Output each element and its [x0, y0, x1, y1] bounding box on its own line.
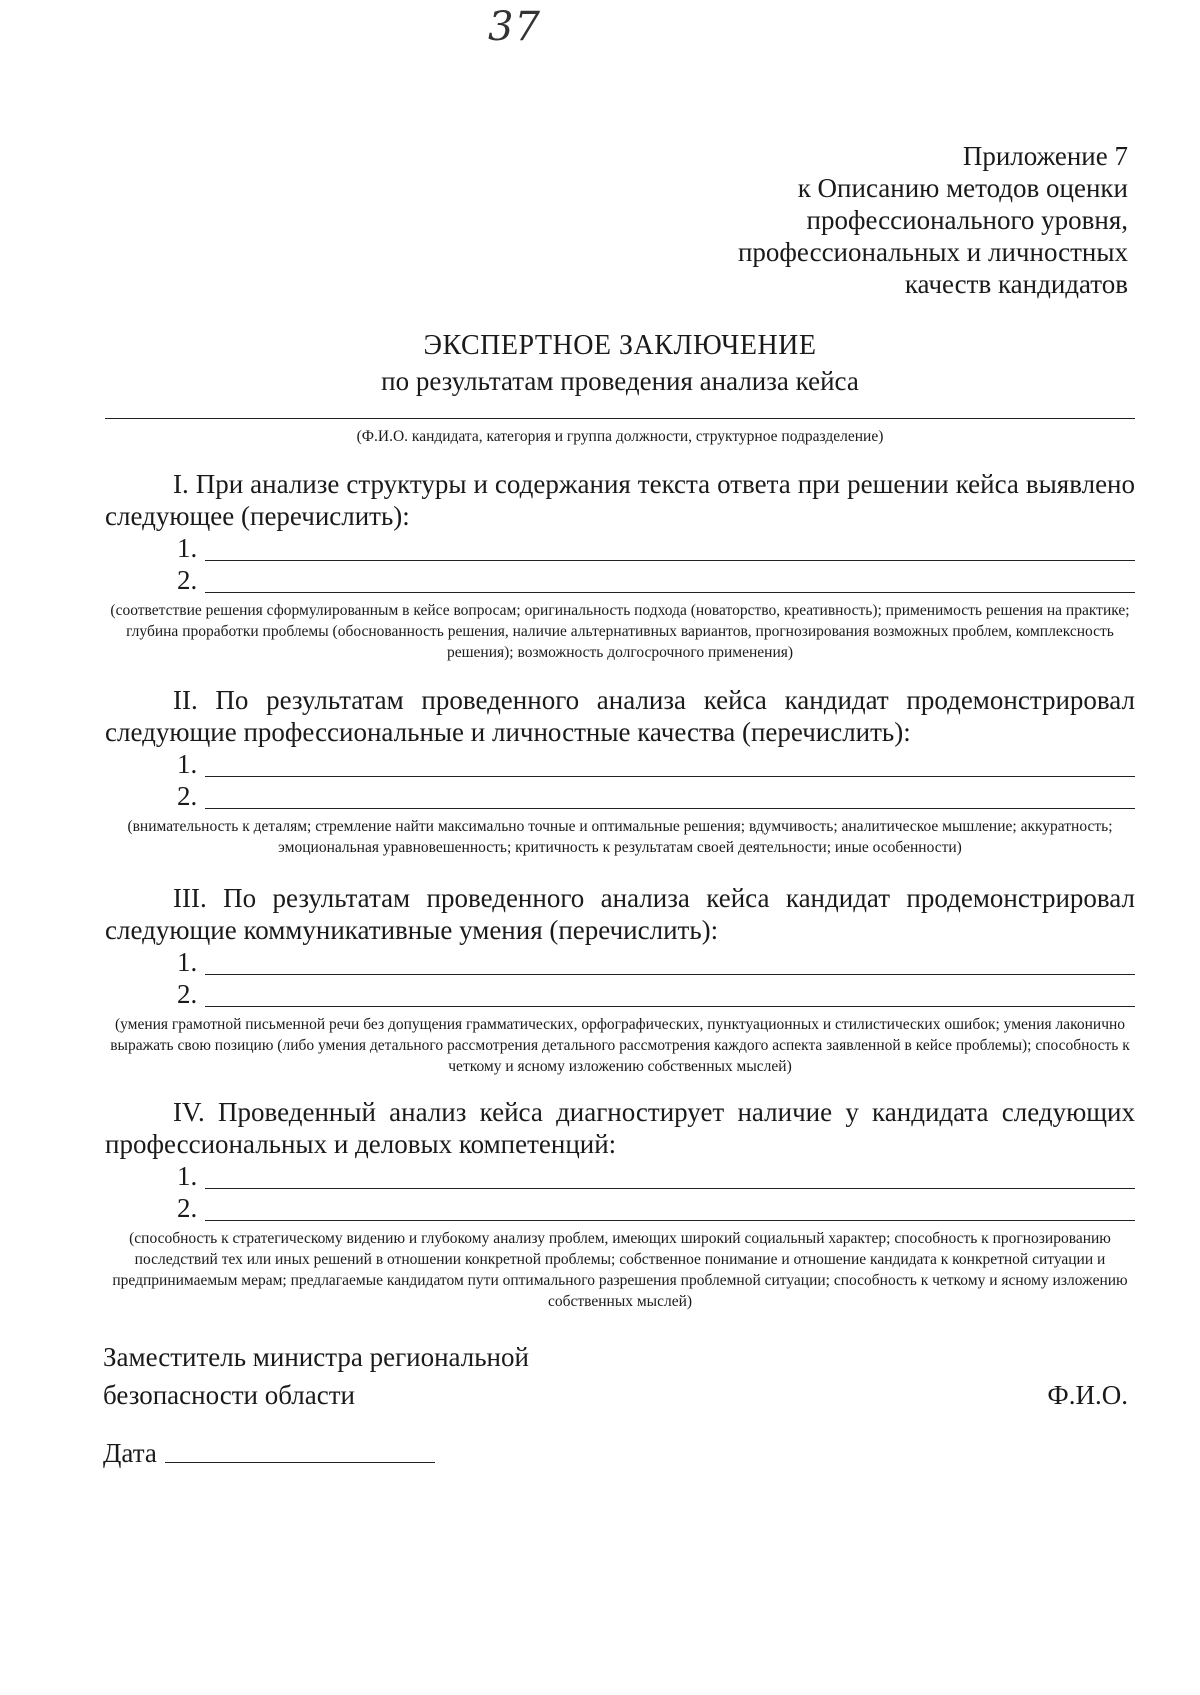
list-item	[105, 532, 1135, 564]
fill-in-line	[205, 974, 1135, 975]
item-number: 1.	[177, 1161, 198, 1191]
date-fill-line	[165, 1462, 435, 1463]
appendix-line-2: к Описанию методов оценки	[797, 173, 1128, 203]
fill-in-line	[205, 592, 1135, 593]
document-title: ЭКСПЕРТНОЕ ЗАКЛЮЧЕНИЕ	[423, 330, 817, 361]
signer-position-line-2: безопасности области	[103, 1380, 355, 1410]
document-subtitle: по результатам проведения анализа кейса	[381, 366, 859, 396]
appendix-line-1: Приложение 7	[962, 141, 1128, 171]
section-heading: IV. Проведенный анализ кейса диагностирует наличие у кандидата следующих профессиональных и деловых компетенций:	[105, 1097, 1135, 1159]
item-number: 1.	[177, 947, 198, 977]
list-item	[105, 946, 1135, 978]
section-hint: (соответствие решения сформулированным в кейсе вопросам; оригинальность подхода (новаторство, креативность); применимость решения на практике; глубина проработки проблемы (обоснованность решения, наличие альтернативных вариантов, прогнозирования возможных проблем, комплексность решения); возможность долгосрочного применения)	[110, 602, 1130, 661]
section-3	[105, 882, 1135, 1077]
item-number: 2.	[177, 1193, 198, 1223]
fill-in-line	[205, 560, 1135, 561]
appendix-line-3: профессионального уровня,	[806, 205, 1128, 235]
section-hint: (умения грамотной письменной речи без допущения грамматических, орфографических, пунктуационных и стилистических ошибок; умения лаконично выражать свою позицию (либо умения детального рассмотрения детального рассмотрения каждого аспекта заявленной в кейсе проблемы); способность к четкому и ясному изложению собственных мыслей)	[110, 1016, 1130, 1075]
section-1	[105, 468, 1135, 663]
appendix-line-4: профессиональных и личностных	[737, 237, 1128, 267]
handwritten-page-number: 37	[488, 4, 541, 50]
item-number: 2.	[177, 781, 198, 811]
list-item	[105, 1192, 1135, 1224]
appendix-line-5: качеств кандидатов	[904, 269, 1128, 299]
list-item	[105, 1160, 1135, 1192]
item-number: 1.	[177, 749, 198, 779]
candidate-fio-caption: (Ф.И.О. кандидата, категория и группа должности, структурное подразделение)	[356, 428, 884, 445]
item-number: 2.	[177, 979, 198, 1009]
fill-in-line	[205, 776, 1135, 777]
appendix-header	[568, 140, 1128, 300]
fill-in-line	[205, 808, 1135, 809]
item-number: 2.	[177, 565, 198, 595]
list-item	[105, 748, 1135, 780]
date-label: Дата	[103, 1438, 157, 1468]
fill-in-line	[205, 1220, 1135, 1221]
list-item	[105, 978, 1135, 1010]
signer-position-line-1: Заместитель министра региональной	[103, 1342, 529, 1372]
candidate-fio-line	[105, 418, 1135, 419]
fill-in-line	[205, 1006, 1135, 1007]
item-number: 1.	[177, 533, 198, 563]
list-item	[105, 780, 1135, 812]
signer-fio: Ф.И.О.	[1047, 1380, 1128, 1410]
section-hint: (внимательность к деталям; стремление найти максимально точные и оптимальные решения; вдумчивость; аналитическое мышление; аккуратность; эмоциональная уравновешенность; критичность к результатам своей деятельности; иные особенности)	[127, 818, 1113, 856]
signer-position	[103, 1338, 529, 1414]
fill-in-line	[205, 1188, 1135, 1189]
list-item	[105, 564, 1135, 596]
section-heading: II. По результатам проведенного анализа кейса кандидат продемонстрировал следующие профессиональные и личностные качества (перечислить):	[105, 685, 1135, 747]
section-hint: (способность к стратегическому видению и глубокому анализу проблем, имеющих широкий социальный характер; способность к прогнозированию последствий тех или иных решений в отношении конкретной проблемы; собственное понимание и отношение кандидата к конкретной ситуации и предпринимаемым мерам; предлагаемые кандидатом пути оптимального разрешения проблемной ситуации; способность к четкому и ясному изложению собственных мыслей)	[112, 1230, 1128, 1310]
section-4	[105, 1096, 1135, 1312]
section-heading: I. При анализе структуры и содержания текста ответа при решении кейса выявлено следующее (перечислить):	[105, 469, 1135, 531]
section-heading: III. По результатам проведенного анализа кейса кандидат продемонстрировал следующие коммуникативные умения (перечислить):	[105, 883, 1135, 945]
section-2	[105, 684, 1135, 858]
